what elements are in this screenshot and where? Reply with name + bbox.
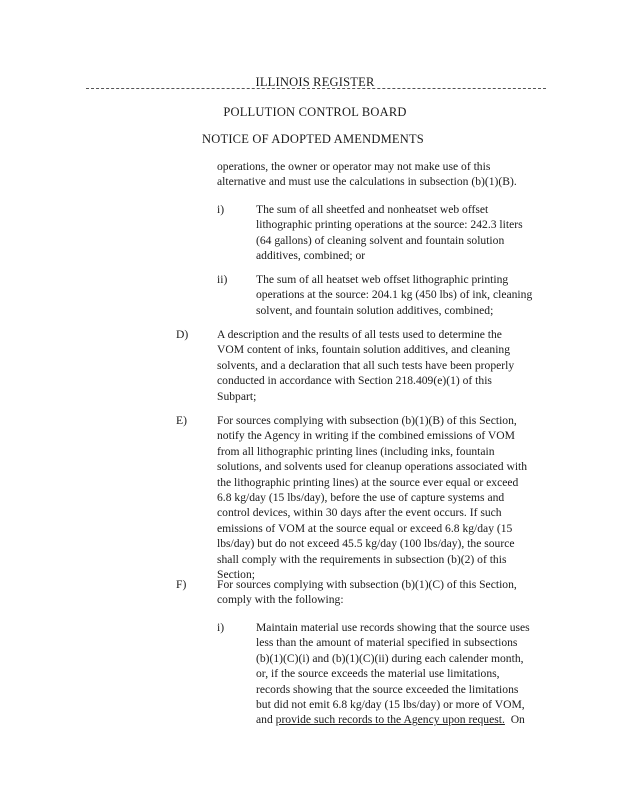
item-f-label: F) <box>176 578 187 591</box>
item-f-i-text: Maintain material use records showing that the source uses less than the amount of material specified in subsections (b)(1)(C)(i) and (b)(1)(C)(ii) during each calender month, or, if the source exceeds the material use limitations, records showing that the source exceeded the limitations but did not emit 6.8 kg/day (15 lbs/day) or more of VOM, and provide such records to the Agency upon request. On <box>256 621 530 727</box>
register-title: ILLINOIS REGISTER <box>255 75 375 89</box>
item-e-text: For sources complying with subsection (b)(1)(B) of this Section, notify the Agency in writing if the combined emissions of VOM from all lithographic printing lines (including inks, fountain solutions, and solvents used for cleanup operations associated with the lithographic printing lines) at the source ever equal or exceed 6.8 kg/day (15 lbs/day), before the use of capture systems and control devices, within 30 days after the event occurs. If such emissions of VOM at the source equal or exceed 6.8 kg/day (15 lbs/day) but do not exceed 45.5 kg/day (100 lbs/day), the source shall comply with the requirements in subsection (b)(2) of this Section; <box>217 414 528 582</box>
underlined-amendment: provide such records to the Agency upon request. <box>275 713 505 727</box>
item-ii-text: The sum of all heatset web offset lithographic printing operations at the source: 204.1 kg (450 lbs) of ink, cleaning solvent, and fountain solution additives, combined; <box>256 273 533 317</box>
item-f-i-label: i) <box>217 621 225 634</box>
board-title: POLLUTION CONTROL BOARD <box>223 105 407 119</box>
intro-paragraph: operations, the owner or operator may not make use of this alternative and must use the calculations in subsection (b)(1)(B). <box>217 160 517 189</box>
item-ii-label: ii) <box>217 273 228 286</box>
item-f-text: For sources complying with subsection (b)(1)(C) of this Section, comply with the following: <box>217 578 517 607</box>
item-i-text: The sum of all sheetfed and nonheatset web offset lithographic printing operations at the source: 242.3 liters (64 gallons) of cleaning solvent and fountain solution additives, combined; or <box>256 203 523 263</box>
item-f-i-last-line: and provide such records to the Agency upon request. On <box>256 713 525 727</box>
item-i-label: i) <box>217 203 225 216</box>
item-d-label: D) <box>176 328 189 341</box>
notice-title: NOTICE OF ADOPTED AMENDMENTS <box>202 132 424 146</box>
item-d-text: A description and the results of all tests used to determine the VOM content of inks, fountain solution additives, and cleaning solvents, and a declaration that all such tests have been properly conducted in accordance with Section 218.409(e)(1) of this Subpart; <box>217 328 515 403</box>
item-e-label: E) <box>176 414 187 427</box>
